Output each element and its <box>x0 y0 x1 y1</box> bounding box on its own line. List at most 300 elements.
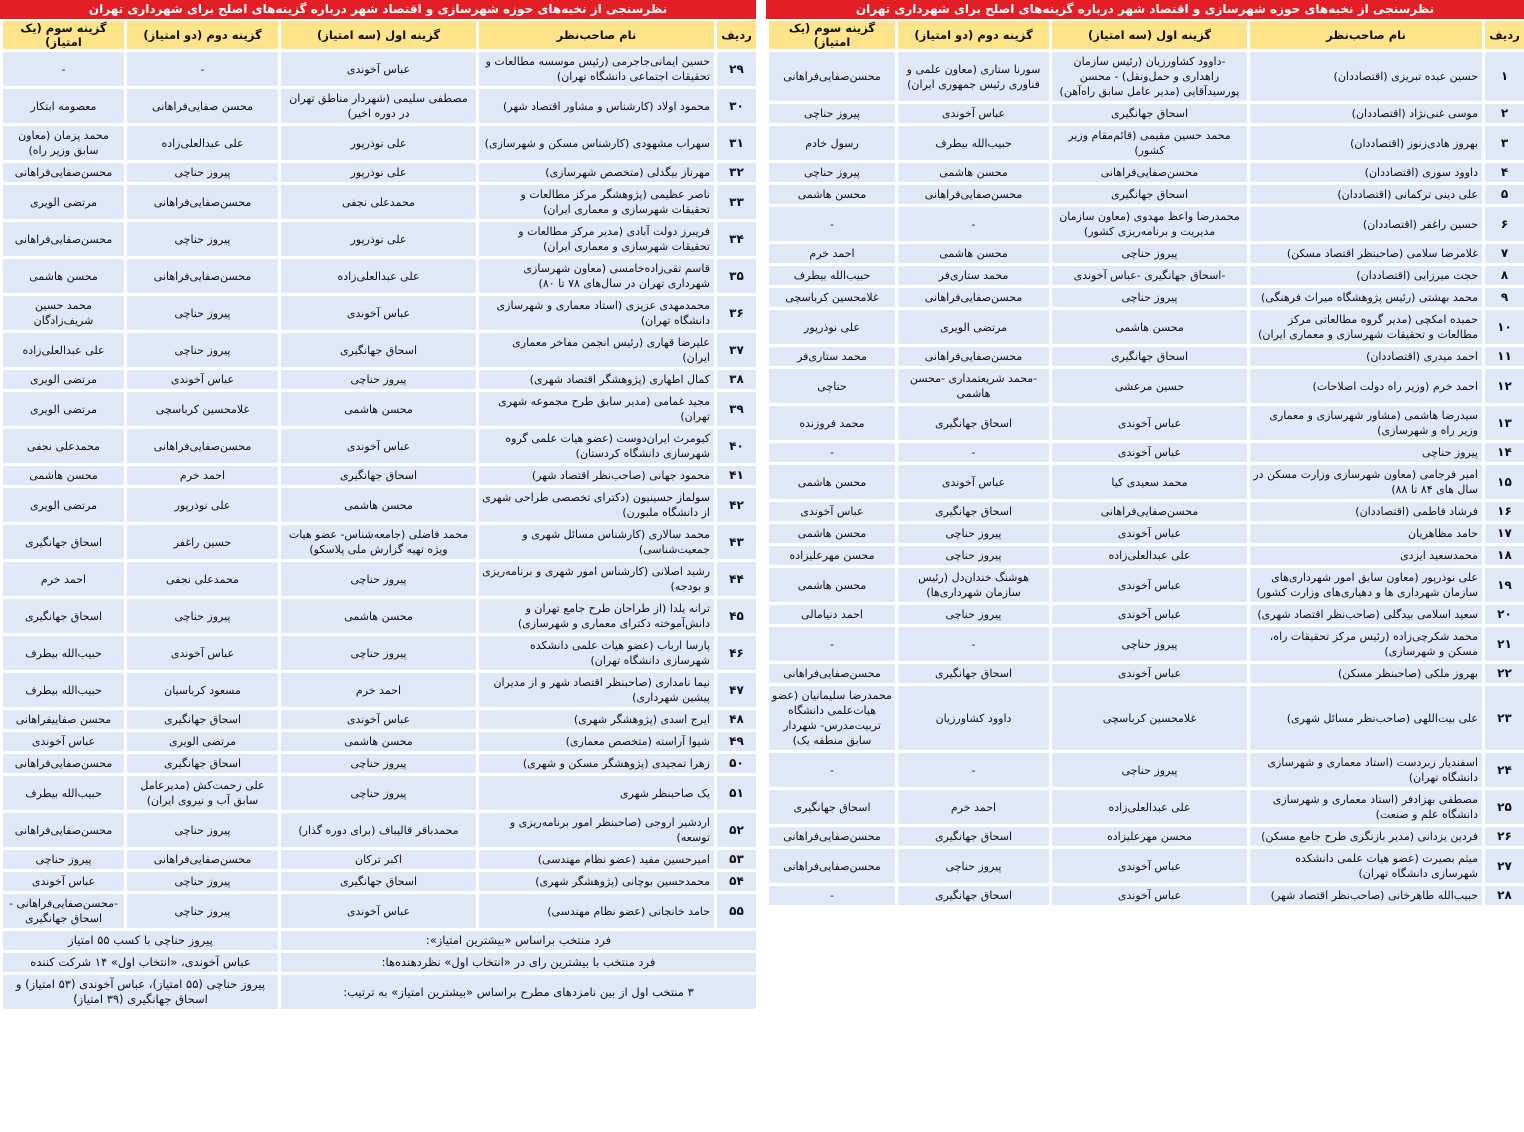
option-2: پیروز حناچی <box>895 605 1049 624</box>
option-1: محسن‌صفایی‌فراهانی <box>1049 502 1247 521</box>
option-3: عباس آخوندی <box>0 732 124 751</box>
row-number: ۷ <box>1482 244 1524 263</box>
row-number: ۶ <box>1482 207 1524 241</box>
header-option-1: گزینه اول (سه امتیاز) <box>278 21 476 49</box>
respondent-name: علی بیت‌اللهی (صاحب‌نظر مسائل شهری) <box>1247 686 1482 750</box>
table-row <box>0 185 756 219</box>
summary-label: فرد منتخب با بیشترین رای در «انتخاب اول» نظردهنده‌ها: <box>278 953 756 972</box>
respondent-name: علی نوذرپور (معاون سابق امور شهرداری‌های سازمان شهرداری ها و دهیاری‌های وزارت کشور) <box>1247 568 1482 602</box>
respondent-name: محمود جهانی (صاحب‌نظر اقتصاد شهر) <box>476 466 714 485</box>
respondent-name: سیدرضا هاشمی (مشاور شهرسازی و معماری وزیر راه و شهرسازی) <box>1247 406 1482 440</box>
option-3: حبیب‌الله بیطرف <box>0 673 124 707</box>
table-row <box>766 664 1524 683</box>
option-2: حسین راغفر <box>124 525 278 559</box>
option-3: محسن‌صفایی‌فراهانی <box>766 52 895 101</box>
respondent-name: سعید اسلامی بیدگلی (صاحب‌نظر اقتصاد شهری) <box>1247 605 1482 624</box>
panel-left <box>0 0 756 1132</box>
respondent-name: علیرضا قهاری (رئیس انجمن مفاخر معماری ایران) <box>476 333 714 367</box>
option-3: محسن‌صفایی‌فراهانی <box>0 813 124 847</box>
option-2: علی عبدالعلی‌زاده <box>124 126 278 160</box>
option-2: محسن هاشمی <box>895 163 1049 182</box>
table-title-right: نظرسنجی از نخبه‌های حوزه شهرسازی و اقتصاد شهر درباره گزینه‌های اصلح برای شهرداری تهران <box>766 0 1524 19</box>
option-1: محسن‌صفایی‌فراهانی <box>1049 163 1247 182</box>
survey-table-left <box>0 18 756 1012</box>
header-row <box>0 21 756 49</box>
summary-row <box>0 931 756 950</box>
respondent-name: محمد بهشتی (رئیس پژوهشگاه میراث فرهنگی) <box>1247 288 1482 307</box>
option-3: محسن هاشمی <box>766 465 895 499</box>
option-2: - <box>124 52 278 86</box>
row-number: ۳۹ <box>714 392 756 426</box>
option-2: پیروز حناچی <box>124 222 278 256</box>
option-1: عباس آخوندی <box>1049 406 1247 440</box>
option-1: محسن هاشمی <box>278 732 476 751</box>
respondent-name: یک صاحبنظر شهری <box>476 776 714 810</box>
table-row <box>0 850 756 869</box>
row-number: ۳۶ <box>714 296 756 330</box>
option-1: علی نوذرپور <box>278 126 476 160</box>
option-3: پیروز حناچی <box>766 104 895 123</box>
table-row <box>0 392 756 426</box>
header-name: نام صاحب‌نظر <box>476 21 714 49</box>
row-number: ۳۰ <box>714 89 756 123</box>
option-2: هوشنگ خندان‌دل (رئیس سازمان شهرداری‌ها) <box>895 568 1049 602</box>
option-2: پیروز حناچی <box>124 333 278 367</box>
option-2: حبیب‌الله بیطرف <box>895 126 1049 160</box>
option-3: احمد دنیامالی <box>766 605 895 624</box>
table-row <box>0 163 756 182</box>
respondent-name: کمال اطهاری (پژوهشگر اقتصاد شهری) <box>476 370 714 389</box>
row-number: ۵۱ <box>714 776 756 810</box>
option-3: محمد پزمان (معاون سابق وزیر راه) <box>0 126 124 160</box>
option-3: محمدعلی نجفی <box>0 429 124 463</box>
option-2: - <box>895 207 1049 241</box>
respondent-name: سولماز حسینیون (دکترای تخصصی طراحی شهری از دانشگاه ملبورن) <box>476 488 714 522</box>
option-2: اسحاق جهانگیری <box>895 886 1049 905</box>
option-2: اسحاق جهانگیری <box>895 827 1049 846</box>
table-row <box>0 872 756 891</box>
option-3: محسن‌صفایی‌فراهانی <box>766 827 895 846</box>
table-row <box>0 259 756 293</box>
respondent-name: حسین ایمانی‌جاجرمی (رئیس موسسه مطالعات و تحقیقات اجتماعی دانشگاه تهران) <box>476 52 714 86</box>
option-3: - <box>766 443 895 462</box>
summary-row <box>0 975 756 1009</box>
respondent-name: اردشیر اروجی (صاحبنظر امور برنامه‌ریزی و توسعه) <box>476 813 714 847</box>
option-1: اسحاق جهانگیری <box>278 333 476 367</box>
respondent-name: حجت میرزایی (اقتصاددان) <box>1247 266 1482 285</box>
respondent-name: محمدحسین بوچانی (پژوهشگر شهری) <box>476 872 714 891</box>
option-1: پیروز حناچی <box>1049 627 1247 661</box>
option-3: محمد ستاری‌فر <box>766 347 895 366</box>
option-1: محمدباقر قالیباف (برای دوره گذار) <box>278 813 476 847</box>
option-2: عباس آخوندی <box>124 370 278 389</box>
option-2: عباس آخوندی <box>895 104 1049 123</box>
table-row <box>0 222 756 256</box>
respondent-name: غلامرضا سلامی (صاحبنظر اقتصاد مسکن) <box>1247 244 1482 263</box>
respondent-name: سهراب مشهودی (کارشناس مسکن و شهرسازی) <box>476 126 714 160</box>
summary-label: ۳ منتخب اول از بین نامزدهای مطرح براساس «بیشترین امتیاز» به ترتیب: <box>278 975 756 1009</box>
row-number: ۱۵ <box>1482 465 1524 499</box>
option-2: عباس آخوندی <box>895 465 1049 499</box>
option-2: -محمد شریعتمداری -محسن هاشمی <box>895 369 1049 403</box>
option-3: محسن‌صفایی‌فراهانی <box>0 163 124 182</box>
option-1: پیروز حناچی <box>278 562 476 596</box>
option-1: محسن هاشمی <box>278 599 476 633</box>
option-3: محمد فروزنده <box>766 406 895 440</box>
respondent-name: ترانه یلدا (از طراحان طرح جامع تهران و دانش‌آموخته دکترای معماری و شهرسازی) <box>476 599 714 633</box>
table-row <box>766 886 1524 905</box>
row-number: ۳۲ <box>714 163 756 182</box>
table-row <box>0 370 756 389</box>
row-number: ۲۲ <box>1482 664 1524 683</box>
respondent-name: محمدمهدی عزیزی (استاد معماری و شهرسازی دانشگاه تهران) <box>476 296 714 330</box>
table-body-right <box>766 52 1524 905</box>
option-1: محمدعلی نجفی <box>278 185 476 219</box>
option-3: محمد حسین شریف‌زادگان <box>0 296 124 330</box>
table-row <box>766 790 1524 824</box>
table-row <box>0 562 756 596</box>
option-1: عباس آخوندی <box>278 710 476 729</box>
summary-value: پیروز حناچی (۵۵ امتیاز)، عباس آخوندی (۵۳ امتیاز) و اسحاق جهانگیری (۳۹ امتیاز) <box>0 975 278 1009</box>
option-3: حبیب‌الله بیطرف <box>766 266 895 285</box>
option-1: محمد حسین مقیمی (قائم‌مقام وزیر کشور) <box>1049 126 1247 160</box>
table-row <box>766 207 1524 241</box>
option-1: اسحاق جهانگیری <box>1049 347 1247 366</box>
option-1: پیروز حناچی <box>278 636 476 670</box>
table-row <box>766 104 1524 123</box>
respondent-name: فریبرز دولت آبادی (مدیر مرکز مطالعات و تحقیقات شهرسازی و معماری ایران) <box>476 222 714 256</box>
respondent-name: محمد سالاری (کارشناس مسائل شهری و جمعیت‌شناسی) <box>476 525 714 559</box>
option-3: حناچی <box>766 369 895 403</box>
respondent-name: حامد خانجانی (عضو نظام مهندسی) <box>476 894 714 928</box>
option-1: محمد سعیدی کیا <box>1049 465 1247 499</box>
option-3: محسن‌صفایی‌فراهانی <box>766 849 895 883</box>
respondent-name: زهرا تمجیدی (پژوهشگر مسکن و شهری) <box>476 754 714 773</box>
option-3: - <box>766 627 895 661</box>
row-number: ۲ <box>1482 104 1524 123</box>
option-2: پیروز حناچی <box>124 296 278 330</box>
option-1: پیروز حناچی <box>1049 288 1247 307</box>
option-3: معصومه ابتکار <box>0 89 124 123</box>
option-1: محسن هاشمی <box>278 392 476 426</box>
option-3: اسحاق جهانگیری <box>766 790 895 824</box>
respondent-name: امیر فرجامی (معاون شهرسازی وزارت مسکن در سال های ۸۴ تا ۸۸) <box>1247 465 1482 499</box>
row-number: ۱ <box>1482 52 1524 101</box>
option-3: محسن صفاییفراهانی <box>0 710 124 729</box>
row-number: ۲۰ <box>1482 605 1524 624</box>
table-row <box>766 369 1524 403</box>
respondent-name: حمیده امکچی (مدیر گروه مطالعاتی مرکز مطالعات و تحقیقات شهرسازی و معماری ایران) <box>1247 310 1482 344</box>
table-row <box>0 429 756 463</box>
option-3: رسول خادم <box>766 126 895 160</box>
option-2: محسن‌صفایی‌فراهانی <box>124 259 278 293</box>
option-1: پیروز حناچی <box>278 370 476 389</box>
row-number: ۲۷ <box>1482 849 1524 883</box>
header-name: نام صاحب‌نظر <box>1247 21 1482 49</box>
header-row-number: ردیف <box>714 21 756 49</box>
table-row <box>766 185 1524 204</box>
respondent-name: میثم بصیرت (عضو هیات علمی دانشکده شهرسازی دانشگاه تهران) <box>1247 849 1482 883</box>
row-number: ۳۷ <box>714 333 756 367</box>
option-1: عباس آخوندی <box>1049 568 1247 602</box>
option-1: -داوود کشاورزیان (رئیس سازمان راهداری و حمل‌ونقل) - محسن پورسیدآقایی (مدیر عامل سابق راه‌آهن) <box>1049 52 1247 101</box>
panel-right <box>766 0 1524 1132</box>
table-row <box>766 443 1524 462</box>
option-3: محسن هاشمی <box>0 259 124 293</box>
option-3: محسن مهرعلیزاده <box>766 546 895 565</box>
table-row <box>766 753 1524 787</box>
table-row <box>0 488 756 522</box>
option-3: مرتضی الویری <box>0 392 124 426</box>
row-number: ۵۵ <box>714 894 756 928</box>
row-number: ۴۹ <box>714 732 756 751</box>
header-row-number: ردیف <box>1482 21 1524 49</box>
option-3: عباس آخوندی <box>766 502 895 521</box>
option-2: محسن‌صفایی‌فراهانی <box>895 347 1049 366</box>
table-row <box>766 568 1524 602</box>
respondent-name: رشید اصلانی (کارشناس امور شهری و برنامه‌ریزی و بودجه) <box>476 562 714 596</box>
option-3: - <box>0 52 124 86</box>
row-number: ۲۴ <box>1482 753 1524 787</box>
option-3: -محسن‌صفایی‌فراهانی - اسحاق جهانگیری <box>0 894 124 928</box>
table-row <box>0 776 756 810</box>
row-number: ۱۰ <box>1482 310 1524 344</box>
option-1: عباس آخوندی <box>1049 605 1247 624</box>
option-1: محسن هاشمی <box>278 488 476 522</box>
row-number: ۱۱ <box>1482 347 1524 366</box>
option-2: - <box>895 627 1049 661</box>
row-number: ۲۶ <box>1482 827 1524 846</box>
option-2: پیروز حناچی <box>124 813 278 847</box>
row-number: ۳۵ <box>714 259 756 293</box>
table-row <box>766 465 1524 499</box>
option-2: احمد خرم <box>124 466 278 485</box>
option-2: محسن‌صفایی‌فراهانی <box>124 185 278 219</box>
option-2: اسحاق جهانگیری <box>124 754 278 773</box>
option-2: پیروز حناچی <box>124 163 278 182</box>
option-3: مرتضی الویری <box>0 488 124 522</box>
option-2: مسعود کرباسیان <box>124 673 278 707</box>
option-2: محسن هاشمی <box>895 244 1049 263</box>
option-3: محسن هاشمی <box>0 466 124 485</box>
table-row <box>766 827 1524 846</box>
option-3: محسن هاشمی <box>766 524 895 543</box>
option-2: محمد ستاری‌فر <box>895 266 1049 285</box>
respondent-name: مجید غمامی (مدیر سابق طرح مجموعه شهری تهران) <box>476 392 714 426</box>
option-3: محسن هاشمی <box>766 568 895 602</box>
option-1: مصطفی سلیمی (شهردار مناطق تهران در دوره اخیر) <box>278 89 476 123</box>
option-3: محسن هاشمی <box>766 185 895 204</box>
row-number: ۱۲ <box>1482 369 1524 403</box>
option-3: پیروز حناچی <box>0 850 124 869</box>
option-1: حسین مرعشی <box>1049 369 1247 403</box>
table-row <box>0 754 756 773</box>
row-number: ۴۸ <box>714 710 756 729</box>
table-row <box>766 266 1524 285</box>
option-2: علی زحمت‌کش (مدیرعامل سابق آب و نیروی ایران) <box>124 776 278 810</box>
table-row <box>766 627 1524 661</box>
option-3: مرتضی الویری <box>0 370 124 389</box>
table-row <box>766 347 1524 366</box>
row-number: ۴۱ <box>714 466 756 485</box>
respondent-name: موسی غنی‌نژاد (اقتصاددان) <box>1247 104 1482 123</box>
row-number: ۱۶ <box>1482 502 1524 521</box>
option-1: پیروز حناچی <box>1049 753 1247 787</box>
respondent-name: حسین راغفر (اقتصاددان) <box>1247 207 1482 241</box>
respondent-name: محمدسعید ایزدی <box>1247 546 1482 565</box>
summary-row <box>0 953 756 972</box>
option-3: حبیب‌الله بیطرف <box>0 636 124 670</box>
respondent-name: حبیب‌الله طاهرخانی (صاحب‌نظر اقتصاد شهر) <box>1247 886 1482 905</box>
respondent-name: علی دینی ترکمانی (اقتصاددان) <box>1247 185 1482 204</box>
row-number: ۴۲ <box>714 488 756 522</box>
option-3: پیروز حناچی <box>766 163 895 182</box>
summary-section <box>0 931 756 1009</box>
row-number: ۵ <box>1482 185 1524 204</box>
option-1: علی نوذرپور <box>278 163 476 182</box>
option-1: اکبر ترکان <box>278 850 476 869</box>
row-number: ۱۴ <box>1482 443 1524 462</box>
option-2: عباس آخوندی <box>124 636 278 670</box>
row-number: ۳۳ <box>714 185 756 219</box>
table-row <box>766 310 1524 344</box>
respondent-name: احمد خرم (وزیر راه دولت اصلاحات) <box>1247 369 1482 403</box>
option-2: - <box>895 753 1049 787</box>
table-row <box>0 636 756 670</box>
option-1: عباس آخوندی <box>1049 886 1247 905</box>
option-1: علی عبدالعلی‌زاده <box>1049 790 1247 824</box>
row-number: ۱۸ <box>1482 546 1524 565</box>
table-row <box>0 813 756 847</box>
option-1: علی عبدالعلی‌زاده <box>1049 546 1247 565</box>
row-number: ۱۳ <box>1482 406 1524 440</box>
header-row <box>766 21 1524 49</box>
header-option-2: گزینه دوم (دو امتیاز) <box>124 21 278 49</box>
respondent-name: حامد مظاهریان <box>1247 524 1482 543</box>
table-row <box>766 52 1524 101</box>
option-2: پیروز حناچی <box>895 524 1049 543</box>
row-number: ۴۳ <box>714 525 756 559</box>
option-1: -اسحاق جهانگیری -عباس آخوندی <box>1049 266 1247 285</box>
table-row <box>766 524 1524 543</box>
row-number: ۴۴ <box>714 562 756 596</box>
row-number: ۴۶ <box>714 636 756 670</box>
table-row <box>766 605 1524 624</box>
respondent-name: محمد شکرچی‌زاده (رئیس مرکز تحقیقات راه، مسکن و شهرسازی) <box>1247 627 1482 661</box>
option-1: محسن هاشمی <box>1049 310 1247 344</box>
row-number: ۱۷ <box>1482 524 1524 543</box>
option-2: اسحاق جهانگیری <box>895 502 1049 521</box>
table-body-left <box>0 52 756 928</box>
option-2: اسحاق جهانگیری <box>895 406 1049 440</box>
option-2: مرتضی الویری <box>895 310 1049 344</box>
option-2: غلامحسین کرباسچی <box>124 392 278 426</box>
table-title-left: نظرسنجی از نخبه‌های حوزه شهرسازی و اقتصاد شهر درباره گزینه‌های اصلح برای شهرداری تهران <box>0 0 756 19</box>
table-row <box>766 163 1524 182</box>
option-3: غلامحسین کرباسچی <box>766 288 895 307</box>
option-1: عباس آخوندی <box>278 296 476 330</box>
table-row <box>0 126 756 160</box>
option-1: اسحاق جهانگیری <box>278 872 476 891</box>
table-row <box>766 244 1524 263</box>
row-number: ۳۴ <box>714 222 756 256</box>
option-2: علی نوذرپور <box>124 488 278 522</box>
option-2: پیروز حناچی <box>895 849 1049 883</box>
row-number: ۲۸ <box>1482 886 1524 905</box>
row-number: ۲۱ <box>1482 627 1524 661</box>
table-row <box>0 710 756 729</box>
option-2: - <box>895 443 1049 462</box>
respondent-name: مصطفی بهزادفر (استاد معماری و شهرسازی دانشگاه علم و صنعت) <box>1247 790 1482 824</box>
header-option-3: گزینه سوم (یک امتیاز) <box>766 21 895 49</box>
row-number: ۳۸ <box>714 370 756 389</box>
row-number: ۳ <box>1482 126 1524 160</box>
respondent-name: بهروز هادی‌زنوز (اقتصاددان) <box>1247 126 1482 160</box>
respondent-name: بهروز ملکی (صاحبنظر مسکن) <box>1247 664 1482 683</box>
respondent-name: پارسا ارباب (عضو هیات علمی دانشکده شهرسازی دانشگاه تهران) <box>476 636 714 670</box>
option-2: مرتضی الویری <box>124 732 278 751</box>
respondent-name: ناصر عظیمی (پژوهشگر مرکز مطالعات و تحقیقات شهرسازی و معماری ایران) <box>476 185 714 219</box>
row-number: ۲۹ <box>714 52 756 86</box>
table-row <box>766 406 1524 440</box>
option-2: محسن‌صفایی‌فراهانی <box>895 288 1049 307</box>
option-1: عباس آخوندی <box>278 429 476 463</box>
table-row <box>766 126 1524 160</box>
table-row <box>766 502 1524 521</box>
respondent-name: اسفندیار زبردست (استاد معماری و شهرسازی دانشگاه تهران) <box>1247 753 1482 787</box>
option-3: مرتضی الویری <box>0 185 124 219</box>
option-3: - <box>766 753 895 787</box>
option-2: پیروز حناچی <box>124 872 278 891</box>
header-option-1: گزینه اول (سه امتیاز) <box>1049 21 1247 49</box>
option-2: محسن‌صفایی‌فراهانی <box>124 429 278 463</box>
option-2: داوود کشاورزیان <box>895 686 1049 750</box>
option-2: احمد خرم <box>895 790 1049 824</box>
option-3: محسن‌صفایی‌فراهانی <box>766 664 895 683</box>
option-2: اسحاق جهانگیری <box>124 710 278 729</box>
header-option-2: گزینه دوم (دو امتیاز) <box>895 21 1049 49</box>
option-2: سورنا ستاری (معاون علمی و فناوری رئیس جمهوری ایران) <box>895 52 1049 101</box>
option-3: محسن‌صفایی‌فراهانی <box>0 754 124 773</box>
respondent-name: حسین عبده تبریزی (اقتصاددان) <box>1247 52 1482 101</box>
option-1: محسن مهرعلیزاده <box>1049 827 1247 846</box>
row-number: ۲۵ <box>1482 790 1524 824</box>
table-row <box>0 599 756 633</box>
option-1: عباس آخوندی <box>278 52 476 86</box>
row-number: ۵۳ <box>714 850 756 869</box>
option-1: پیروز حناچی <box>278 776 476 810</box>
row-number: ۳۱ <box>714 126 756 160</box>
table-row <box>0 673 756 707</box>
option-3: حبیب‌الله بیطرف <box>0 776 124 810</box>
row-number: ۸ <box>1482 266 1524 285</box>
table-row <box>766 686 1524 750</box>
row-number: ۹ <box>1482 288 1524 307</box>
option-1: عباس آخوندی <box>278 894 476 928</box>
row-number: ۵۰ <box>714 754 756 773</box>
option-3: محسن‌صفایی‌فراهانی <box>0 222 124 256</box>
option-3: اسحاق جهانگیری <box>0 525 124 559</box>
option-1: علی نوذرپور <box>278 222 476 256</box>
table-row <box>0 52 756 86</box>
survey-table-right <box>766 18 1524 908</box>
respondent-name: فرشاد فاطمی (اقتصاددان) <box>1247 502 1482 521</box>
respondent-name: پیروز حناچی <box>1247 443 1482 462</box>
option-1: احمد خرم <box>278 673 476 707</box>
row-number: ۵۴ <box>714 872 756 891</box>
option-2: پیروز حناچی <box>895 546 1049 565</box>
header-option-3: گزینه سوم (یک امتیاز) <box>0 21 124 49</box>
